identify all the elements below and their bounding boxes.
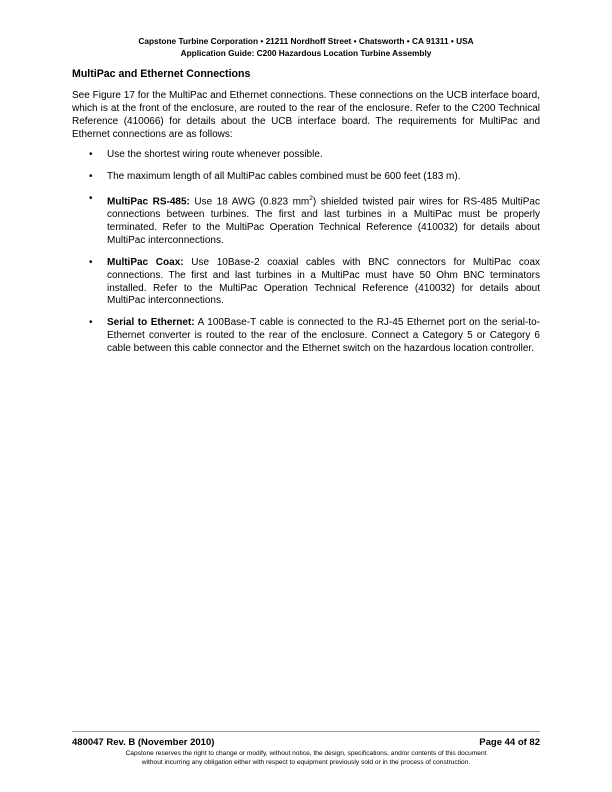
bullet-icon: •	[89, 317, 93, 329]
list-item-term: Serial to Ethernet:	[107, 317, 195, 329]
list-item	[72, 317, 540, 356]
bullet-icon: •	[89, 256, 93, 268]
list-item-text: Use the shortest wiring route whenever possible.	[107, 149, 323, 160]
list-item-term: MultiPac Coax:	[107, 256, 184, 268]
requirements-list	[72, 149, 540, 356]
disclaimer-line: without incurring any obligation either with respect to equipment previously sold or in the process of construction.	[141, 759, 471, 766]
header-guide-title: Application Guide: C200 Hazardous Location Turbine Assembly	[180, 47, 432, 58]
list-item-term: MultiPac RS-485:	[107, 196, 190, 208]
document-revision: 480047 Rev. B (November 2010)	[72, 737, 215, 748]
footer-disclaimer	[0, 749, 612, 767]
footer-divider	[72, 731, 540, 732]
disclaimer-line: Capstone reserves the right to change or modify, without notice, the design, specifications, and/or contents of this document	[125, 750, 487, 757]
page-footer	[72, 737, 540, 749]
page-header	[0, 36, 612, 59]
list-item	[72, 149, 540, 162]
list-item-text: ) shielded twisted pair wires for RS-485 MultiPac connections between turbines. The first and last turbines in a MultiPac must be properly terminated. Refer to the MultiPac Operation Technical Reference (410032) for details about MultiPac interconnections.	[107, 196, 540, 246]
list-item-text: Use 10Base-2 coaxial cables with BNC connectors for MultiPac coax connections. The first and last turbines in a MultiPac must have 50 Ohm BNC terminators installed. Refer to the MultiPac Operation Technical Reference (410032) for details about MultiPac interconnections.	[107, 256, 541, 307]
list-item-text: The maximum length of all MultiPac cables combined must be 600 feet (183 m).	[107, 170, 461, 182]
list-item	[72, 171, 540, 184]
intro-paragraph: See Figure 17 for the MultiPac and Ethernet connections. These connections on the UCB interface board, which is at the front of the enclosure, are routed to the rear of the enclosure. Refer to the C200 Technical Reference (410066) for details about the UCB interface board. The requirements for MultiPac and Ethernet connections are as follows:	[72, 90, 540, 140]
page-number: Page 44 of 82	[479, 737, 540, 748]
bullet-icon: •	[89, 192, 93, 204]
section-title: MultiPac and Ethernet Connections	[72, 68, 251, 80]
bullet-icon: •	[89, 170, 93, 182]
list-item-text: Use 18 AWG (0.823 mm	[189, 196, 310, 208]
list-item	[72, 193, 540, 248]
superscript: 2	[309, 194, 313, 202]
header-company-line: Capstone Turbine Corporation • 21211 Nordhoff Street • Chatsworth • CA 91311 • USA	[138, 36, 474, 46]
list-item	[72, 257, 540, 309]
page-content	[72, 67, 540, 365]
list-item-text: A 100Base-T cable is connected to the RJ-45 Ethernet port on the serial-to-Ethernet converter is routed to the rear of the enclosure. Connect a Category 5 or Category 6 cable between this cable connector and the Ethernet switch on the hazardous location controller.	[107, 317, 540, 355]
bullet-icon: •	[89, 149, 93, 160]
